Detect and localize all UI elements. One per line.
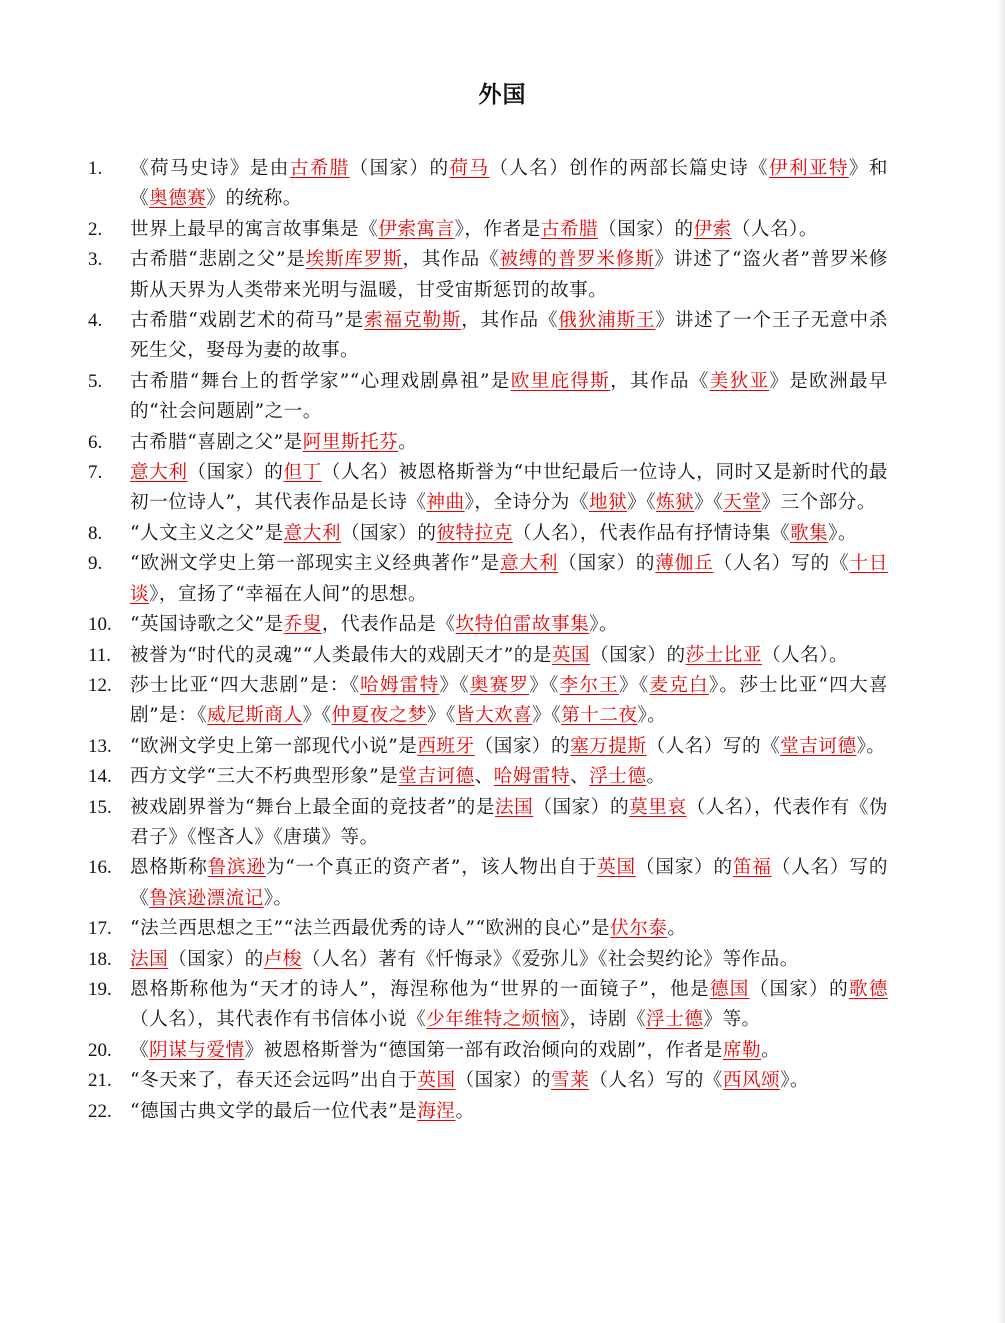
question-text: 。 [761, 1039, 781, 1061]
question-text: （人名），代表作品有抒情诗集《 [512, 522, 790, 544]
question-text: 》讲述了“盗火者”普罗米修斯从天界为人类带来光明与温暖，甘受宙斯惩罚的故事。 [130, 249, 888, 301]
answer-text: 但丁 [283, 462, 322, 484]
item-number: 13. [88, 735, 112, 757]
question-text: （国家）的 [598, 218, 694, 240]
question-text: 。 [398, 431, 418, 453]
question-text: （人名）被恩格斯誉为“中世纪最后一位诗人，同时又是新时代的最初一位诗人”，其代表作品是长诗《 [130, 462, 888, 514]
question-text: 》，诗剧《 [559, 1009, 647, 1031]
list-item [88, 1066, 888, 1096]
question-text: 古希腊“喜剧之父”是 [130, 431, 303, 453]
question-text: （人名），其代表作有书信体小说《 [130, 1009, 427, 1031]
question-text: 》。 [263, 887, 293, 909]
item-number: 12. [88, 674, 112, 696]
question-text: （人名）创作的两部长篇史诗《 [489, 158, 769, 179]
item-number: 21. [88, 1070, 112, 1092]
question-text: （人名）写的《 [589, 1070, 723, 1092]
question-text: 》，作者是 [454, 218, 541, 240]
item-text [130, 1066, 888, 1096]
question-text: 》《 [439, 674, 470, 696]
list-item [88, 853, 888, 914]
question-text: “德国古典文学的最后一位代表”是 [130, 1100, 418, 1122]
question-text: （人名），代表作有《伪君子》《悭吝人》《唐璜》等。 [130, 796, 888, 848]
answer-text: 索福克勒斯 [364, 310, 462, 332]
question-text: （人名）写的《 [713, 553, 850, 575]
answer-text: 西风颂 [722, 1070, 781, 1092]
answer-text: 英国 [417, 1070, 456, 1092]
item-number: 20. [88, 1039, 112, 1061]
question-text: 》讲述了一个王子无意中杀死生父，娶母为妻的故事。 [130, 310, 888, 362]
answer-text: 皆大欢喜 [455, 705, 533, 727]
list-item [88, 154, 888, 215]
question-text: 》。 [780, 1070, 810, 1092]
answer-text: 法国 [495, 796, 534, 818]
question-text: （国家）的 [340, 522, 437, 544]
answer-text: 鲁滨逊漂流记 [149, 887, 264, 909]
list-item [88, 1097, 888, 1127]
question-text: ，代表作品是《 [321, 614, 456, 636]
list-item [88, 428, 888, 458]
question-text: ，其作品《 [610, 370, 710, 392]
item-text [130, 671, 888, 732]
question-text: 西方文学“三大不朽典型形象”是 [130, 766, 399, 788]
item-text [130, 306, 888, 367]
question-text: （国家）的 [533, 796, 630, 818]
item-text [130, 793, 888, 854]
question-text: （国家）的 [635, 857, 733, 879]
question-text: 。 [455, 1100, 475, 1122]
item-number: 5. [88, 370, 103, 392]
question-text: 》《 [529, 674, 560, 696]
question-text: 》。莎士比亚“四大喜剧”是：《 [130, 674, 888, 727]
answer-text: 阴谋与爱情 [149, 1039, 245, 1061]
item-number: 2. [88, 218, 103, 240]
item-text [130, 1036, 888, 1066]
item-text [130, 945, 888, 975]
item-text [130, 549, 888, 610]
question-text: 》《 [532, 705, 562, 727]
question-text: 世界上最早的寓言故事集是《 [130, 218, 379, 240]
question-text: （人名）写的《 [646, 735, 781, 757]
item-text [130, 367, 888, 428]
question-text: 》。 [637, 705, 667, 727]
item-number: 17. [88, 918, 112, 940]
item-number: 6. [88, 431, 103, 453]
answer-text: 意大利 [500, 553, 559, 575]
answer-text: 哈姆雷特 [493, 766, 571, 788]
answer-text: 天堂 [723, 492, 762, 514]
question-text: （国家）的 [349, 158, 450, 179]
question-text: “英国诗歌之父”是 [130, 614, 284, 636]
item-number: 19. [88, 978, 112, 1000]
question-text: 》《 [694, 492, 724, 514]
question-text: 》。 [589, 614, 619, 636]
item-number: 18. [88, 948, 112, 970]
question-text: 》《 [627, 492, 657, 514]
answer-text: 莫里哀 [629, 796, 687, 818]
list-item [88, 793, 888, 854]
question-text: 》。 [856, 735, 886, 757]
answer-text: 歌德 [849, 978, 888, 1000]
question-text: 。 [646, 766, 666, 788]
question-text: 《 [130, 1039, 150, 1061]
item-number: 14. [88, 766, 112, 788]
answer-text: 英国 [551, 644, 591, 666]
item-text [130, 428, 888, 458]
answer-text: 堂吉诃德 [780, 735, 857, 757]
answer-text: 被缚的普罗米修斯 [499, 249, 655, 271]
question-text: “法兰西思想之王”“法兰西最优秀的诗人”“欧洲的良心”是 [130, 918, 611, 940]
item-number: 7. [88, 462, 103, 484]
answer-text: 仲夏夜之梦 [331, 705, 427, 727]
answer-text: 席勒 [722, 1039, 762, 1061]
question-text: （国家）的 [187, 462, 284, 484]
answer-text: 伏尔泰 [610, 918, 668, 940]
answer-text: 塞万提斯 [570, 735, 647, 757]
question-text: 》《 [302, 705, 332, 727]
list-item [88, 914, 888, 944]
answer-text: 美狄亚 [709, 370, 770, 392]
item-text [130, 458, 888, 519]
answer-text: 李尔王 [559, 674, 620, 696]
question-text: 》。 [828, 522, 858, 544]
answer-text: 西班牙 [417, 735, 475, 757]
answer-text: 古希腊 [540, 218, 599, 240]
item-number: 15. [88, 796, 112, 818]
list-item [88, 732, 888, 762]
list-item [88, 610, 888, 640]
list-item [88, 245, 888, 306]
answer-text: 奥赛罗 [469, 674, 530, 696]
item-number: 4. [88, 310, 103, 332]
answer-text: 莎士比亚 [685, 644, 762, 666]
question-text: 恩格斯称他为“天才的诗人”，海涅称他为“世界的一面镜子”，他是 [130, 978, 710, 1000]
list-item [88, 215, 888, 245]
question-text: 被戏剧界誉为“舞台上最全面的竞技者”的是 [130, 796, 495, 818]
item-text [130, 245, 888, 306]
question-text: 为“一个真正的资产者”，该人物出自于 [265, 857, 598, 879]
list-item [88, 1036, 888, 1066]
list-item [88, 975, 888, 1036]
answer-text: 堂吉诃德 [398, 766, 475, 788]
question-text: （人名）著有《忏悔录》《爱弥儿》《社会契约论》等作品。 [301, 948, 799, 970]
answer-text: 少年维特之烦恼 [426, 1009, 560, 1031]
item-text [130, 215, 888, 245]
question-text: 古希腊“舞台上的哲学家”“心理戏剧鼻祖”是 [130, 370, 511, 392]
question-text: 》，宣扬了“幸福在人间”的思想。 [149, 583, 428, 605]
question-text: 被誉为“时代的灵魂”“人类最伟大的戏剧天才”的是 [130, 644, 552, 666]
question-text: 古希腊“戏剧艺术的荷马”是 [130, 310, 365, 332]
answer-text: 神曲 [426, 492, 465, 514]
item-number: 8. [88, 522, 103, 544]
question-text: 》《 [619, 674, 650, 696]
question-text: 》的统称。 [206, 188, 302, 210]
item-text [130, 853, 888, 914]
item-text [130, 975, 888, 1036]
answer-text: 哈姆雷特 [360, 674, 440, 696]
item-text [130, 154, 888, 215]
question-text: “人文主义之父”是 [130, 522, 284, 544]
item-text [130, 641, 888, 671]
answer-text: 阿里斯托芬 [302, 431, 399, 453]
list-item [88, 549, 888, 610]
question-text: “冬天来了，春天还会远吗”出自于 [130, 1070, 418, 1092]
answer-text: 地狱 [588, 492, 628, 514]
question-text: （国家）的 [455, 1070, 552, 1092]
answer-text: 威尼斯商人 [207, 705, 303, 727]
answer-text: 浮士德 [646, 1009, 704, 1031]
question-text: 》和《 [130, 158, 888, 210]
answer-text: 伊索寓言 [378, 218, 455, 240]
answer-text: 雪莱 [551, 1070, 590, 1092]
item-number: 16. [88, 857, 112, 879]
question-text: （国家）的 [168, 948, 264, 970]
item-number: 10. [88, 614, 112, 636]
answer-text: 薄伽丘 [655, 553, 714, 575]
answer-text: 伊索 [693, 218, 732, 240]
answer-text: 坎特伯雷故事集 [455, 614, 590, 636]
answer-text: 麦克白 [649, 674, 709, 696]
answer-text: 卢梭 [263, 948, 302, 970]
question-text: 恩格斯称 [130, 857, 208, 879]
question-text: （国家）的 [558, 553, 656, 575]
list-item [88, 671, 888, 732]
question-text: （国家）的 [749, 978, 849, 1000]
question-text: 莎士比亚“四大悲剧”是：《 [130, 674, 361, 696]
question-text: “欧洲文学史上第一部现实主义经典著作”是 [130, 553, 501, 575]
item-text [130, 914, 888, 944]
answer-text: 奥德赛 [149, 188, 207, 210]
question-text: 古希腊“悲剧之父”是 [130, 249, 306, 271]
answer-text: 炼狱 [656, 492, 695, 514]
question-text: 》等。 [703, 1009, 761, 1031]
answer-text: 荷马 [449, 158, 490, 179]
answer-text: 古希腊 [289, 158, 350, 179]
answer-text: 歌集 [789, 522, 829, 544]
item-text [130, 732, 888, 762]
answer-text: 英国 [597, 857, 636, 879]
answer-text: 埃斯库罗斯 [305, 249, 403, 271]
item-text [130, 762, 888, 792]
question-text: 》《 [426, 705, 456, 727]
question-text: 、 [474, 766, 494, 788]
question-text: 》，全诗分为《 [464, 492, 589, 514]
question-text: “欧洲文学史上第一部现代小说”是 [130, 735, 418, 757]
question-text: ，其作品《 [402, 249, 500, 271]
question-text: 》是欧洲最早的“社会问题剧”之一。 [130, 370, 888, 423]
question-text: 》三个部分。 [761, 492, 876, 514]
item-text [130, 1097, 888, 1127]
item-text [130, 519, 888, 549]
answer-text: 彼特拉克 [436, 522, 513, 544]
page-edge-shadow [997, 0, 1005, 1323]
list-item [88, 367, 888, 428]
question-text: （国家）的 [590, 644, 686, 666]
question-text: （人名）写的《 [130, 857, 888, 909]
answer-text: 鲁滨逊 [207, 857, 266, 879]
answer-text: 乔叟 [283, 614, 322, 636]
list-item [88, 945, 888, 975]
answer-text: 欧里庇得斯 [510, 370, 611, 392]
list-item [88, 458, 888, 519]
answer-text: 浮士德 [589, 766, 647, 788]
item-number: 22. [88, 1100, 112, 1122]
question-text: （人名）。 [731, 218, 818, 240]
list-item [88, 762, 888, 792]
answer-text: 笛福 [732, 857, 772, 879]
answer-text: 十日谈 [130, 553, 888, 605]
item-number: 9. [88, 553, 103, 575]
answer-text: 第十二夜 [561, 705, 638, 727]
question-text: 。 [667, 918, 687, 940]
page-title: 外国 [478, 81, 527, 108]
question-list [88, 154, 888, 1127]
answer-text: 海涅 [417, 1100, 456, 1122]
answer-text: 意大利 [130, 462, 188, 484]
answer-text: 法国 [130, 948, 169, 970]
list-item [88, 519, 888, 549]
item-text [130, 610, 888, 640]
question-text: （人名）。 [761, 644, 849, 666]
list-item [88, 306, 888, 367]
question-text: 、 [570, 766, 590, 788]
question-text: 》被恩格斯誉为“德国第一部有政治倾向的戏剧”，作者是 [244, 1039, 723, 1061]
answer-text: 伊利亚特 [768, 158, 849, 179]
question-text: ，其作品《 [461, 310, 559, 332]
answer-text: 俄狄浦斯王 [558, 310, 656, 332]
question-text: 《荷马史诗》是由 [130, 158, 290, 179]
list-item [88, 641, 888, 671]
item-number: 11. [88, 644, 112, 666]
item-number: 1. [88, 158, 103, 179]
answer-text: 德国 [709, 978, 750, 1000]
answer-text: 意大利 [283, 522, 341, 544]
item-number: 3. [88, 249, 103, 271]
question-text: （国家）的 [474, 735, 571, 757]
